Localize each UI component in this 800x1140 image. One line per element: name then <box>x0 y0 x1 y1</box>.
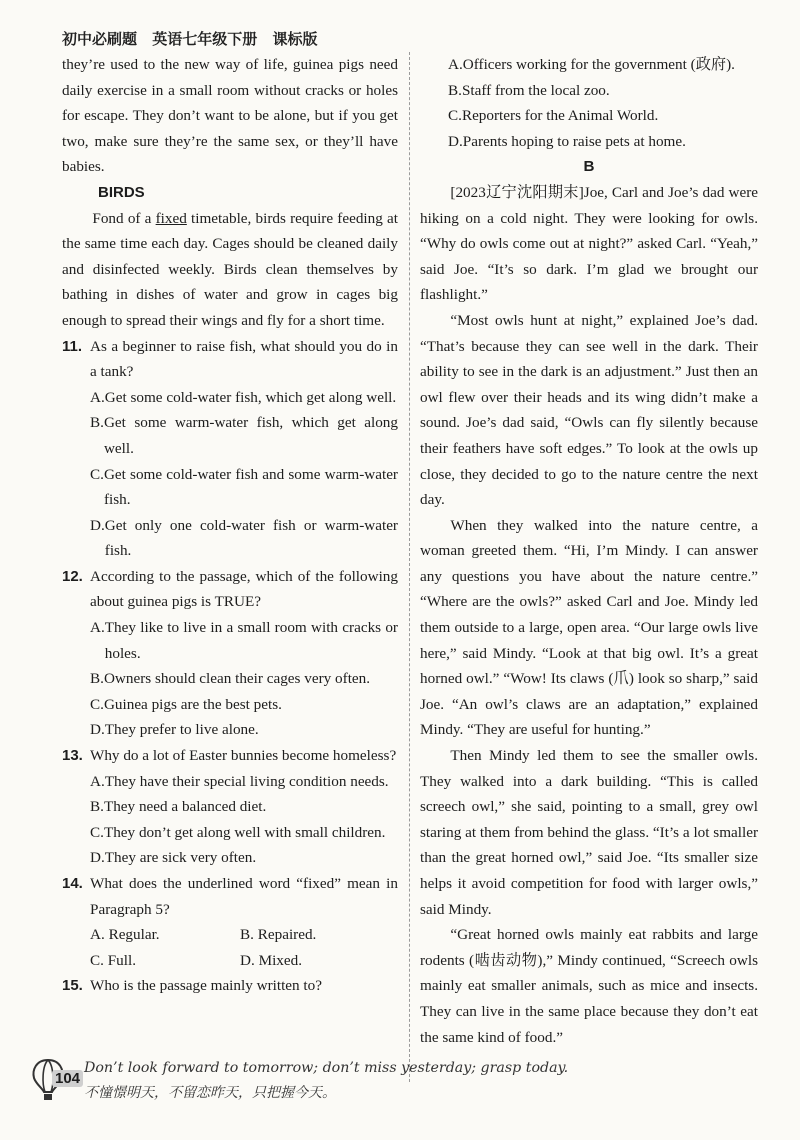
option-text: Mixed. <box>258 951 303 969</box>
birds-heading: BIRDS <box>98 183 145 201</box>
section-b-heading: B <box>583 158 595 176</box>
guinea-pig-paragraph: they’re used to the new way of life, guinea pigs need daily exercise in a small room without cracks or holes for escape. They don’t want to be alone, but if you get two, make sure they’re the same sex, or they’ll have babies. <box>62 56 398 176</box>
passage-b-paragraph-1: [2023辽宁沈阳期末]Joe, Carl and Joe’s dad were hiking on a cold night. They were looking for owls. “Why do owls come out at night?” asked Carl. “Yeah,” said Joe. “It’s so dark. I’m glad we brought our flashlight.” <box>420 183 758 304</box>
option-12d[interactable] <box>62 717 398 743</box>
option-text: Full. <box>107 951 137 969</box>
option-15c[interactable] <box>420 103 758 129</box>
option-label: A. <box>90 619 105 637</box>
option-row-14ab <box>62 922 398 948</box>
option-14c[interactable] <box>90 948 240 974</box>
option-12c[interactable] <box>62 692 398 718</box>
option-14d[interactable] <box>240 948 390 974</box>
passage-b-paragraph-4: Then Mindy led them to see the smaller owls. They walked into a dark building. “This is called screech owl,” she said, pointing to a small, grey owl staring at them from behind the glass. “It’s a lot smaller than the great horned owl,” said Joe. “Its smaller size helps it avoid competition for food with larger owls,” said Mindy. <box>420 747 758 918</box>
option-text: Get some cold-water fish and some warm-water fish. <box>103 465 398 509</box>
option-text: Reporters for the Animal World. <box>461 107 659 125</box>
birds-text-end: timetable, birds require feeding at the same time each day. Cages should be cleaned daily and disinfected weekly. Birds clean themselves by bathing in dishes of water and grow in cages big enough to spread their wings and fly for a short time. <box>62 209 398 329</box>
question-14 <box>62 871 398 922</box>
question-number: 11. <box>62 337 83 355</box>
subject-title: 英语七年级下册 <box>152 30 258 48</box>
option-12b[interactable] <box>62 666 398 692</box>
option-text: Get some cold-water fish, which get along well. <box>104 388 397 406</box>
option-text: Parents hoping to raise pets at home. <box>462 132 686 150</box>
option-label: A. <box>90 772 105 790</box>
option-15d[interactable] <box>420 129 758 155</box>
question-11 <box>62 334 398 385</box>
option-label: B. <box>240 926 258 944</box>
series-title: 初中必刷题 <box>62 30 138 48</box>
option-label: D. <box>240 951 259 969</box>
option-label: C. <box>90 951 108 969</box>
motto-english: Don’t look forward to tomorrow; don’t miss yesterday; grasp today. <box>84 1060 569 1076</box>
page-header <box>62 28 328 49</box>
option-text: Staff from the local zoo. <box>461 81 610 99</box>
question-text: According to the passage, which of the following about guinea pigs is TRUE? <box>90 567 398 611</box>
edition-title: 课标版 <box>272 30 318 48</box>
page-footer <box>30 1056 770 1116</box>
question-text: Who is the passage mainly written to? <box>90 977 322 995</box>
option-14b[interactable] <box>240 922 390 948</box>
option-14a[interactable] <box>90 922 240 948</box>
option-13b[interactable] <box>62 794 398 820</box>
option-label: A. <box>90 926 109 944</box>
right-column <box>420 52 758 1050</box>
question-text: Why do a lot of Easter bunnies become homeless? <box>90 747 397 765</box>
option-label: C. <box>448 107 462 125</box>
option-text: Officers working for the government (政府). <box>462 56 735 73</box>
option-text: They have their special living condition needs. <box>104 772 389 790</box>
option-label: C. <box>90 823 104 841</box>
option-11d[interactable] <box>62 513 398 564</box>
option-12a[interactable] <box>62 615 398 666</box>
option-label: D. <box>90 516 105 534</box>
option-11b[interactable] <box>62 410 398 461</box>
option-text: Get only one cold-water fish or warm-water fish. <box>104 516 398 560</box>
fixed-underlined-word: fixed <box>155 209 187 227</box>
option-label: B. <box>90 414 104 432</box>
option-13c[interactable] <box>62 820 398 846</box>
passage-b-paragraph-5: “Great horned owls mainly eat rabbits and large rodents (啮齿动物),” Mindy continued, “Screech owls mainly eat smaller animals, such as mice and insects. They can live in the same place because they don’t eat the same kind of food.” <box>420 926 758 1046</box>
passage-b-paragraph-3: When they walked into the nature centre, a woman greeted them. “Hi, I’m Mindy. I can answer any questions you have about the nature centre.” “Where are the owls?” asked Carl and Joe. Mindy led them outside to a large, open area. “Our large owls live here,” said Mindy. “Look at that big owl. It’s a great horned owl.” “Wow! Its claws (爪) look so sharp,” said Joe. “An owl’s claws are an adaptation,” explained Mindy. “They are useful for hunting.” <box>420 516 758 739</box>
option-text: They need a balanced diet. <box>103 798 267 816</box>
question-number: 14. <box>62 875 83 892</box>
question-number: 13. <box>62 747 83 765</box>
option-label: D. <box>90 721 105 739</box>
option-row-14cd <box>62 948 398 974</box>
option-label: D. <box>448 132 463 150</box>
column-divider <box>409 52 411 1082</box>
option-label: A. <box>90 388 105 406</box>
option-text: They prefer to live alone. <box>104 721 259 739</box>
question-13 <box>62 743 398 769</box>
option-text: Repaired. <box>257 926 317 944</box>
passage-b-paragraph-2: “Most owls hunt at night,” explained Joe’s dad. “That’s because they can see well in the dark. Their ability to see in the dark is an adjustment.” Just then an owl flew over their heads and its wing didn’t make a sound. Joe’s dad said, “Owls can fly silently because their feathers have soft edges.” To look at the owls up close, they decided to go to the nature centre the next day. <box>420 311 758 509</box>
option-label: B. <box>448 81 462 99</box>
option-text: Get some warm-water fish, which get along well. <box>103 414 398 457</box>
option-11c[interactable] <box>62 462 398 513</box>
question-text: As a beginner to raise fish, what should you do in a tank? <box>90 337 398 381</box>
option-text: Guinea pigs are the best pets. <box>103 695 282 713</box>
option-13d[interactable] <box>62 845 398 871</box>
option-label: B. <box>90 798 104 816</box>
option-text: They are sick very often. <box>104 849 257 867</box>
page-number: 104 <box>52 1070 83 1087</box>
question-number: 12. <box>62 567 83 585</box>
option-15a[interactable] <box>420 52 758 78</box>
option-label: B. <box>90 670 104 688</box>
motto-chinese: 不憧憬明天，不留恋昨天，只把握今天。 <box>84 1085 336 1101</box>
option-label: C. <box>90 695 104 713</box>
option-label: D. <box>90 849 105 867</box>
birds-paragraph <box>62 206 398 334</box>
option-11a[interactable] <box>62 385 398 411</box>
option-label: C. <box>90 465 104 483</box>
option-text: Regular. <box>108 926 160 944</box>
question-text: What does the underlined word “fixed” mean in Paragraph 5? <box>90 875 398 918</box>
option-text: They like to live in a small room with cracks or holes. <box>104 619 398 662</box>
option-13a[interactable] <box>62 769 398 795</box>
option-text: Owners should clean their cages very often. <box>103 670 371 688</box>
question-number: 15. <box>62 977 83 995</box>
option-text: They don’t get along well with small children. <box>103 823 386 841</box>
left-column <box>62 52 398 999</box>
option-15b[interactable] <box>420 78 758 104</box>
question-15 <box>62 973 398 999</box>
birds-text-start: Fond of a <box>92 209 156 227</box>
option-label: A. <box>448 56 463 73</box>
question-12 <box>62 564 398 615</box>
